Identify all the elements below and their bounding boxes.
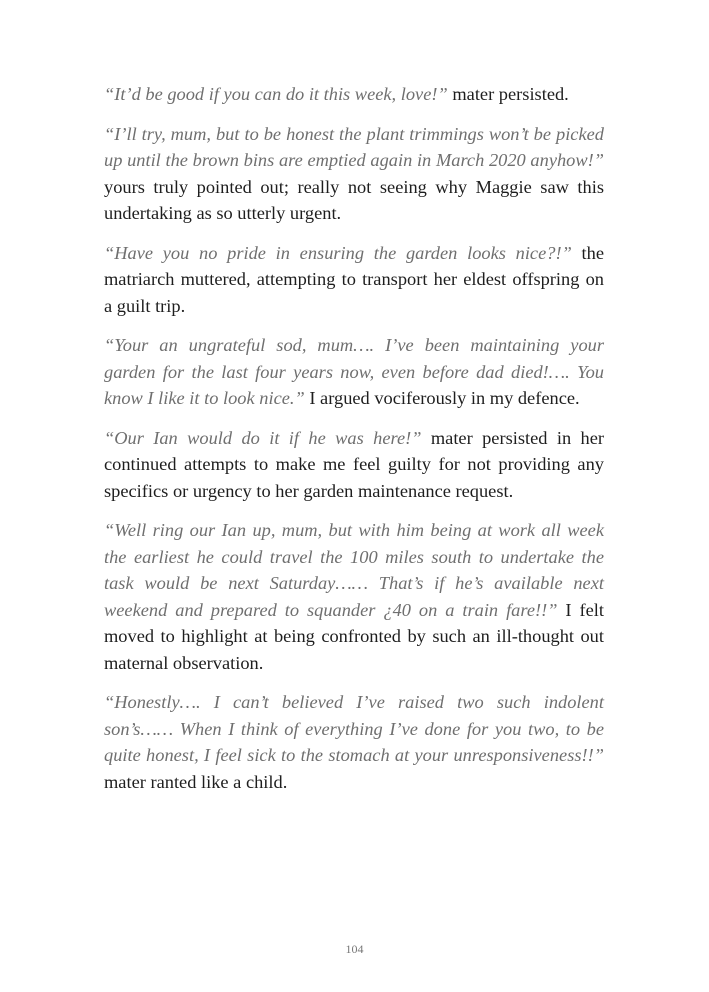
narration-text: I felt moved to highlight at being confronted by such an ill-thought out maternal observation. <box>104 599 604 673</box>
narration-text: mater ranted like a child. <box>104 771 288 792</box>
paragraph-5 <box>104 425 604 505</box>
narration-text: yours truly pointed out; really not seeing why Maggie saw this undertaking as so utterly urgent. <box>104 176 604 223</box>
paragraph-6 <box>104 517 604 676</box>
dialogue-text: “Well ring our Ian up, mum, but with him being at work all week the earliest he could travel the 100 miles south to undertake the task would be next Saturday…… That’s if he’s available next weekend and prepared to squander ¿40 on a train fare!!” <box>104 520 604 620</box>
dialogue-text: “Your an ungrateful sod, mum…. I’ve been maintaining your garden for the last four years now, even before dad died!…. You know I like it to look nice.” <box>104 335 604 408</box>
narration-text: mater persisted. <box>447 84 569 104</box>
narration-text: I argued vociferously in my defence. <box>304 388 580 408</box>
page-body <box>104 81 604 808</box>
paragraph-1 <box>104 81 604 108</box>
dialogue-text: “It’d be good if you can do it this week, love!” <box>104 84 448 104</box>
dialogue-text: “Our Ian would do it if he was here!” <box>104 427 422 448</box>
paragraph-2 <box>104 121 604 227</box>
paragraph-3 <box>104 240 604 320</box>
page-number: 104 <box>345 942 364 956</box>
paragraph-4 <box>104 332 604 412</box>
narration-text: mater persisted in her continued attempts to make me feel guilty for not providing any specifics or urgency to her garden maintenance request. <box>104 427 604 501</box>
narration-text: the matriarch muttered, attempting to transport her eldest offspring on a guilt trip. <box>104 242 604 316</box>
dialogue-text: “Honestly…. I can’t believed I’ve raised two such indolent son’s…… When I think of everything I’ve done for you two, to be quite honest, I feel sick to the stomach at your unresponsiveness!!” <box>104 692 604 765</box>
dialogue-text: “I’ll try, mum, but to be honest the plant trimmings won’t be picked up until the brown bins are emptied again in March 2020 anyhow!” <box>104 123 604 170</box>
dialogue-text: “Have you no pride in ensuring the garden looks nice?!” <box>104 242 572 263</box>
paragraph-7 <box>104 689 604 795</box>
